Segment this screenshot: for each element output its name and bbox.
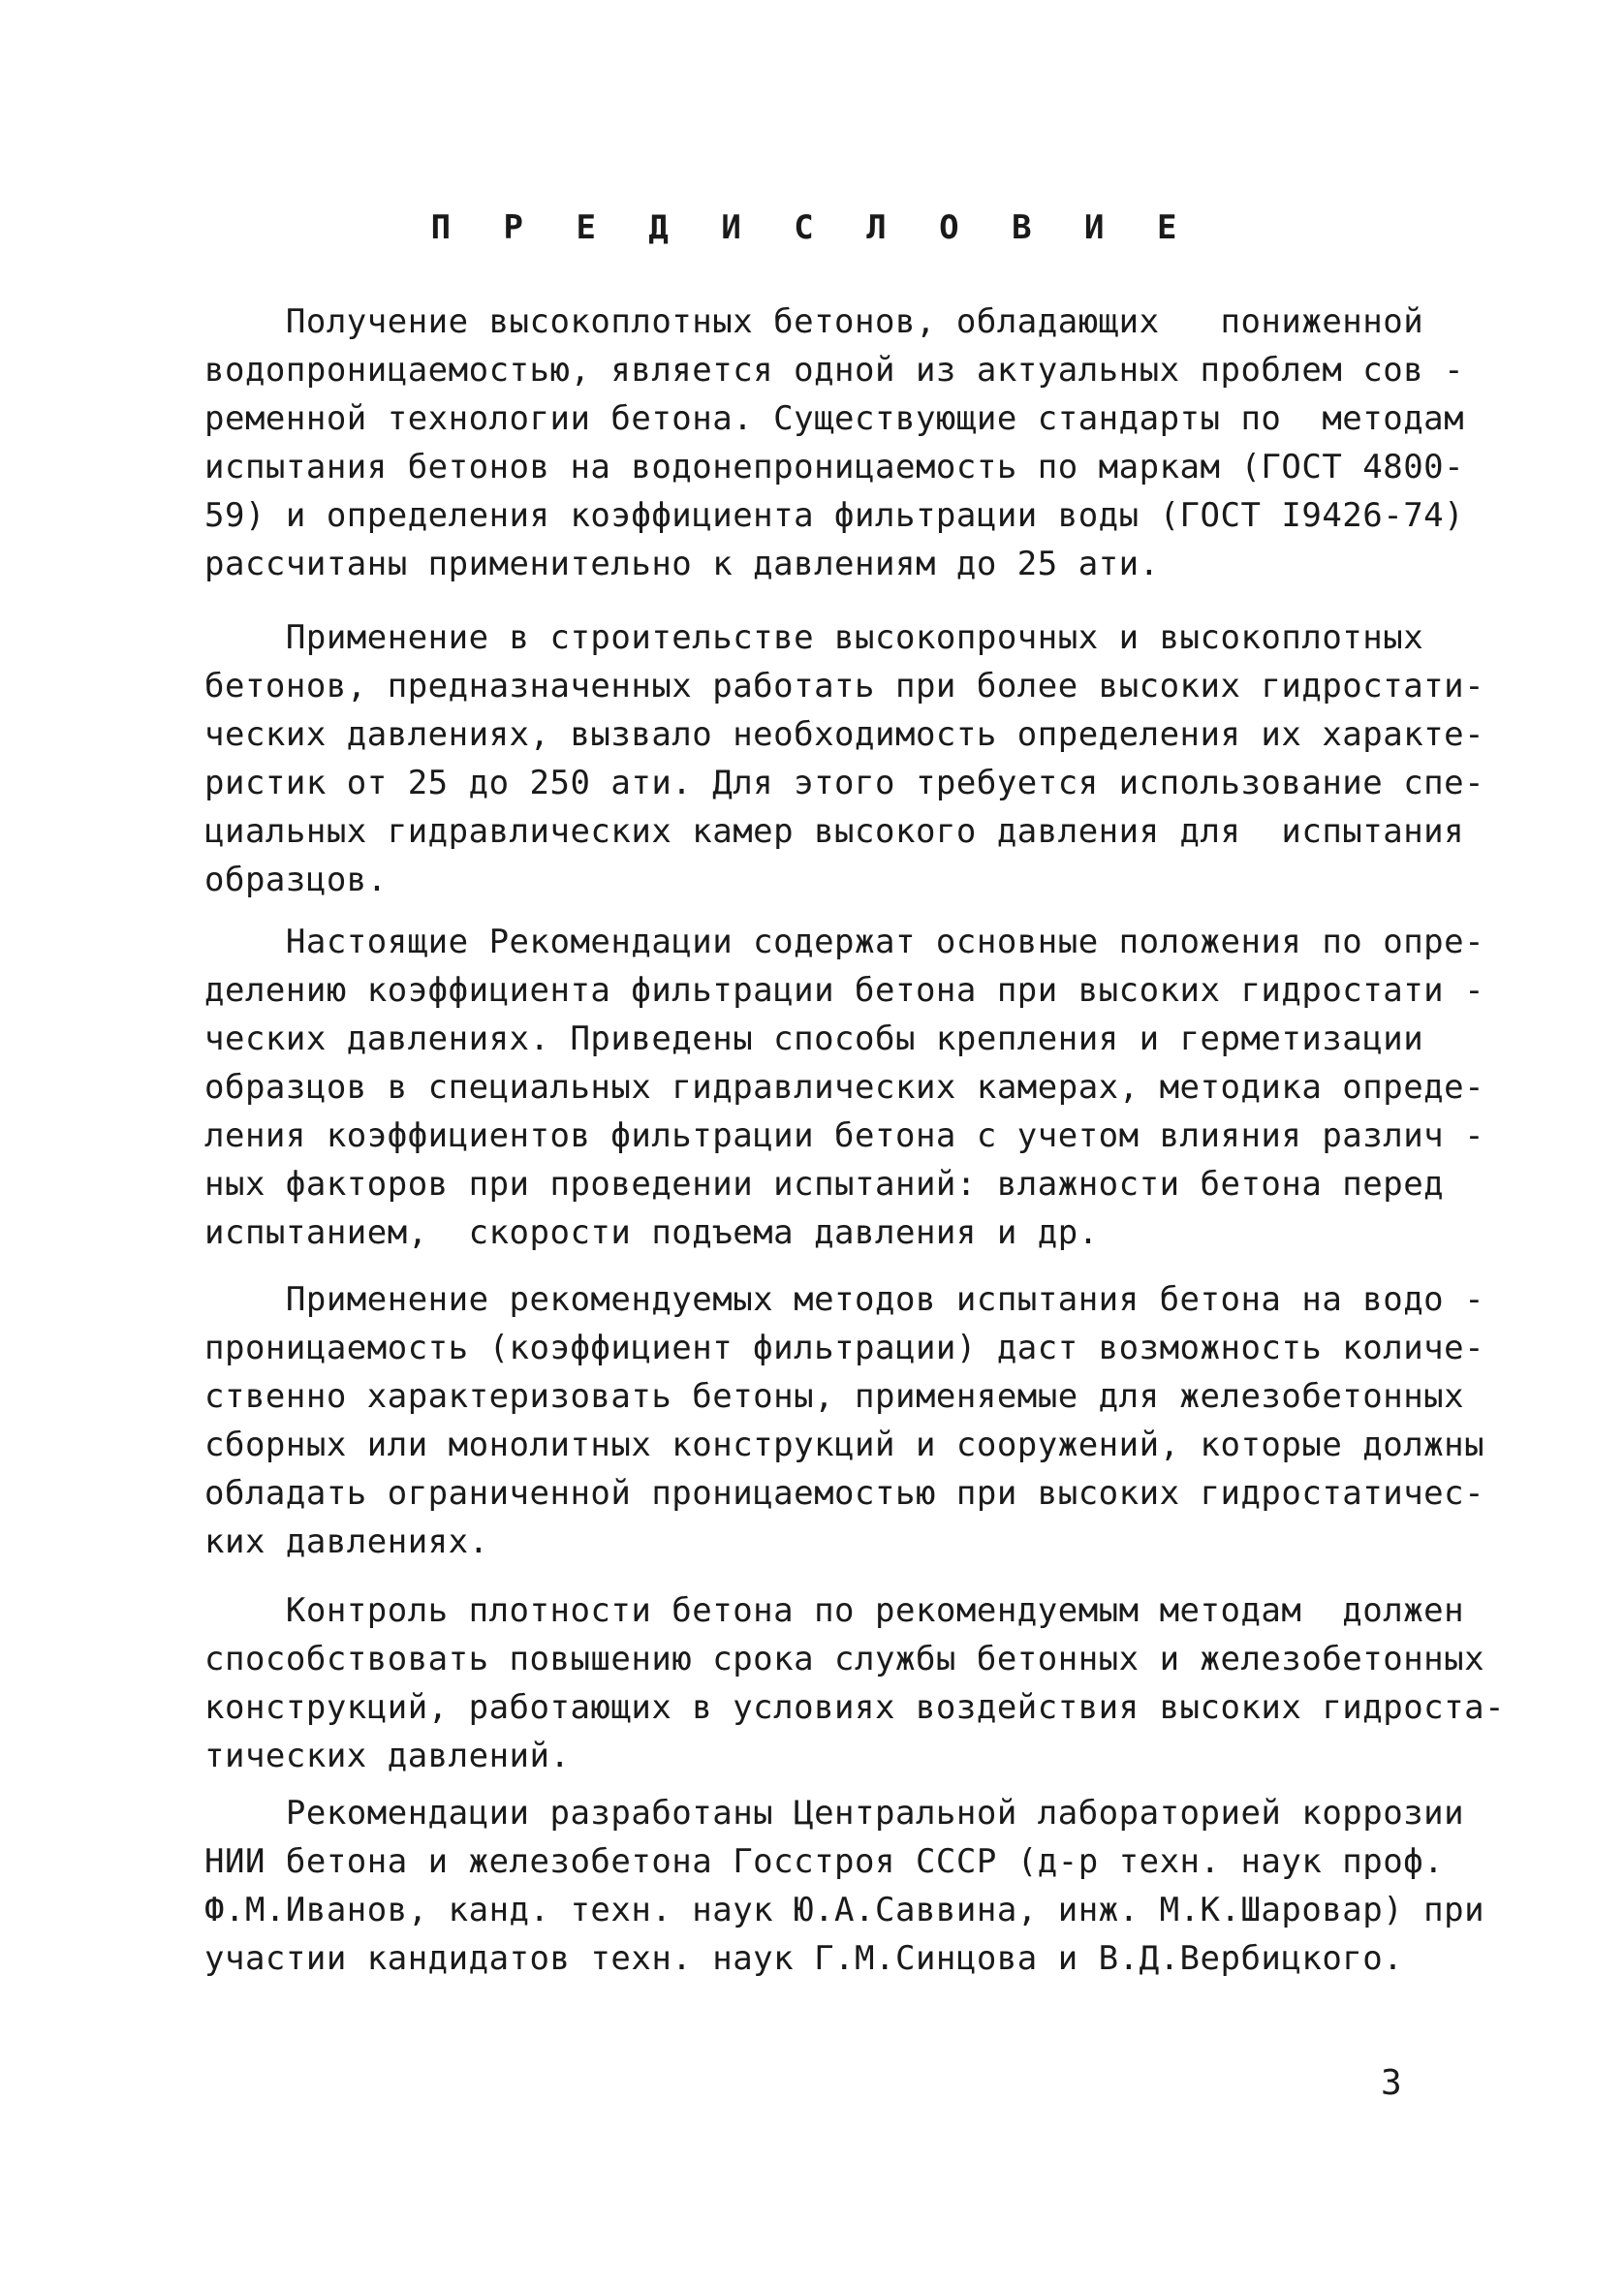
paragraph-line: ственно характеризовать бетоны, применяемые для железобетонных: [204, 1377, 1465, 1416]
paragraph-line: ческих давлениях. Приведены способы крепления и герметизации: [204, 1019, 1424, 1058]
paragraph-line: ристик от 25 до 250 ати. Для этого требуется использование спе-: [204, 764, 1485, 802]
paragraph-line: ных факторов при проведении испытаний: влажности бетона перед: [204, 1165, 1445, 1204]
paragraph-4: [204, 1275, 1485, 1566]
page-title: П Р Е Д И С Л О В И Е: [430, 208, 1194, 247]
paragraph-line: образцов в специальных гидравлических камерах, методика опреде-: [204, 1068, 1485, 1107]
paragraph-line: 59) и определения коэффициента фильтрации воды (ГОСТ I9426-74): [204, 496, 1465, 535]
paragraph-line: Применение в строительстве высокопрочных и высокоплотных: [204, 618, 1424, 657]
paragraph-6: [204, 1789, 1485, 1983]
paragraph-line: ления коэффициентов фильтрации бетона с учетом влияния различ -: [204, 1116, 1485, 1155]
paragraph-line: ческих давлениях, вызвало необходимость определения их характе-: [204, 715, 1485, 754]
paragraph-line: способствовать повышению срока службы бетонных и железобетонных: [204, 1640, 1485, 1678]
paragraph-1: [204, 298, 1465, 588]
page-number: 3: [1381, 2063, 1402, 2103]
paragraph-2: [204, 613, 1485, 904]
paragraph-line: Рекомендации разработаны Центральной лабораторией коррозии: [204, 1794, 1465, 1833]
paragraph-line: испытания бетонов на водонепроницаемость по маркам (ГОСТ 4800-: [204, 448, 1465, 486]
paragraph-line: образцов.: [204, 861, 388, 899]
paragraph-line: проницаемость (коэффициент фильтрации) даст возможность количе-: [204, 1329, 1485, 1367]
paragraph-line: Настоящие Рекомендации содержат основные положения по опре-: [204, 923, 1485, 961]
paragraph-line: делению коэффициента фильтрации бетона при высоких гидростати -: [204, 971, 1485, 1010]
paragraph-line: сборных или монолитных конструкций и сооружений, которые должны: [204, 1426, 1485, 1464]
paragraph-line: циальных гидравлических камер высокого давления для испытания: [204, 812, 1465, 851]
paragraph-line: ременной технологии бетона. Существующие стандарты по методам: [204, 399, 1465, 438]
paragraph-line: испытанием, скорости подъема давления и др.: [204, 1213, 1099, 1252]
paragraph-line: Получение высокоплотных бетонов, обладающих пониженной: [204, 302, 1424, 341]
paragraph-line: участии кандидатов техн. наук Г.М.Синцова и В.Д.Вербицкого.: [204, 1939, 1404, 1978]
paragraph-line: бетонов, предназначенных работать при более высоких гидростати-: [204, 667, 1485, 706]
paragraph-line: рассчитаны применительно к давлениям до 25 ати.: [204, 545, 1160, 583]
paragraph-line: конструкций, работающих в условиях воздействия высоких гидроста-: [204, 1688, 1506, 1727]
paragraph-3: [204, 918, 1485, 1257]
paragraph-line: ких давлениях.: [204, 1522, 489, 1561]
paragraph-5: [204, 1586, 1506, 1780]
paragraph-line: НИИ бетона и железобетона Госстроя СССР (д-р техн. наук проф.: [204, 1842, 1445, 1881]
paragraph-line: водопроницаемостью, является одной из актуальных проблем сов -: [204, 351, 1465, 390]
paragraph-line: обладать ограниченной проницаемостью при высоких гидростатичес-: [204, 1474, 1485, 1513]
paragraph-line: Контроль плотности бетона по рекомендуемым методам должен: [204, 1591, 1465, 1630]
paragraph-line: Ф.М.Иванов, канд. техн. наук Ю.А.Саввина, инж. М.К.Шаровар) при: [204, 1891, 1485, 1929]
paragraph-line: тических давлений.: [204, 1737, 571, 1775]
paragraph-line: Применение рекомендуемых методов испытания бетона на водо -: [204, 1280, 1485, 1319]
